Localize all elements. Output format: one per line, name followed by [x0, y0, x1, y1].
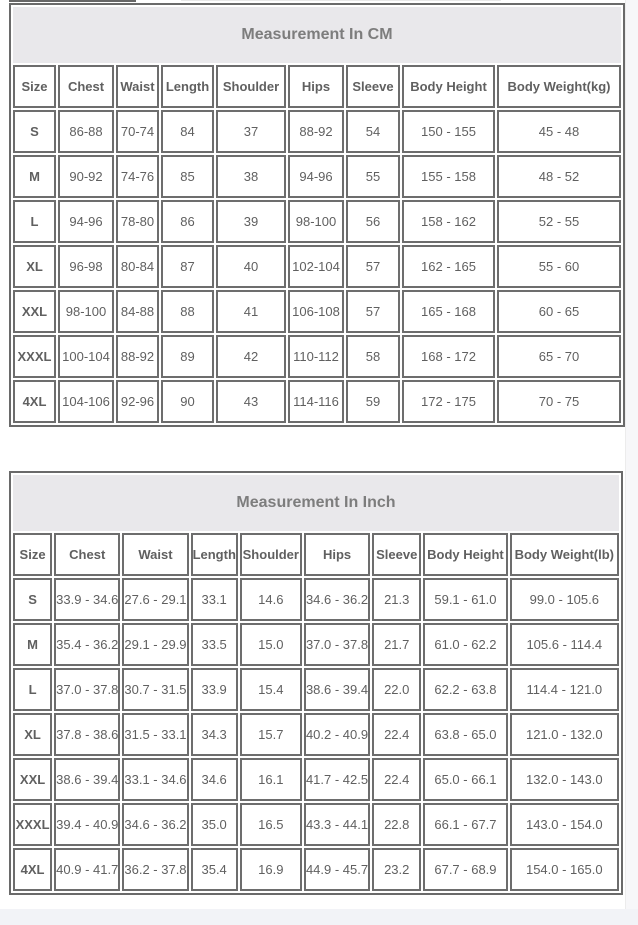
body-height-cell: 168 - 172 [402, 335, 495, 378]
shoulder-cell: 16.9 [240, 848, 302, 891]
size-cell: L [13, 668, 52, 711]
body-weight-cell: 70 - 75 [497, 380, 621, 423]
body-weight-cell: 48 - 52 [497, 155, 621, 198]
chest-cell: 37.0 - 37.8 [54, 668, 120, 711]
column-header-sleeve: Sleeve [346, 65, 400, 108]
shoulder-cell: 16.1 [240, 758, 302, 801]
size-cell: XXL [13, 290, 56, 333]
hips-cell: 88-92 [288, 110, 344, 153]
sleeve-cell: 56 [346, 200, 400, 243]
chest-cell: 98-100 [58, 290, 114, 333]
table-row [13, 803, 619, 846]
shoulder-cell: 39 [216, 200, 286, 243]
shoulder-cell: 41 [216, 290, 286, 333]
body-height-cell: 61.0 - 62.2 [423, 623, 507, 666]
shoulder-cell: 40 [216, 245, 286, 288]
hips-cell: 37.0 - 37.8 [304, 623, 370, 666]
body-height-cell: 66.1 - 67.7 [423, 803, 507, 846]
shoulder-cell: 38 [216, 155, 286, 198]
length-cell: 85 [161, 155, 214, 198]
body-height-cell: 62.2 - 63.8 [423, 668, 507, 711]
size-cell: 4XL [13, 848, 52, 891]
table-row [13, 380, 621, 423]
size-cell: XXXL [13, 335, 56, 378]
size-cell: XL [13, 245, 56, 288]
size-cell: S [13, 110, 56, 153]
shoulder-cell: 16.5 [240, 803, 302, 846]
length-cell: 86 [161, 200, 214, 243]
hips-cell: 41.7 - 42.5 [304, 758, 370, 801]
sleeve-cell: 59 [346, 380, 400, 423]
chest-cell: 86-88 [58, 110, 114, 153]
sleeve-cell: 58 [346, 335, 400, 378]
body-weight-cell: 105.6 - 114.4 [510, 623, 619, 666]
column-header-body-height: Body Height [423, 533, 507, 576]
body-height-cell: 155 - 158 [402, 155, 495, 198]
shoulder-cell: 37 [216, 110, 286, 153]
column-header-chest: Chest [54, 533, 120, 576]
shoulder-cell: 15.4 [240, 668, 302, 711]
sleeve-cell: 57 [346, 245, 400, 288]
shoulder-cell: 42 [216, 335, 286, 378]
size-cell: XXXL [13, 803, 52, 846]
hips-cell: 38.6 - 39.4 [304, 668, 370, 711]
page-bottom-strip [0, 909, 638, 925]
inch-header-row [13, 533, 619, 576]
waist-cell: 78-80 [116, 200, 159, 243]
chest-cell: 35.4 - 36.2 [54, 623, 120, 666]
column-header-chest: Chest [58, 65, 114, 108]
length-cell: 84 [161, 110, 214, 153]
body-height-cell: 172 - 175 [402, 380, 495, 423]
hips-cell: 43.3 - 44.1 [304, 803, 370, 846]
top-border-fragment [9, 0, 136, 2]
column-header-size: Size [13, 65, 56, 108]
page-scroll-gutter [625, 0, 638, 925]
length-cell: 33.1 [191, 578, 238, 621]
sleeve-cell: 22.0 [372, 668, 421, 711]
waist-cell: 92-96 [116, 380, 159, 423]
sleeve-cell: 55 [346, 155, 400, 198]
sleeve-cell: 22.4 [372, 713, 421, 756]
table-row [13, 758, 619, 801]
sleeve-cell: 21.7 [372, 623, 421, 666]
waist-cell: 80-84 [116, 245, 159, 288]
sleeve-cell: 57 [346, 290, 400, 333]
body-height-cell: 150 - 155 [402, 110, 495, 153]
column-header-size: Size [13, 533, 52, 576]
length-cell: 89 [161, 335, 214, 378]
hips-cell: 34.6 - 36.2 [304, 578, 370, 621]
length-cell: 34.6 [191, 758, 238, 801]
table-row [13, 335, 621, 378]
table-row [13, 668, 619, 711]
hips-cell: 94-96 [288, 155, 344, 198]
body-weight-cell: 45 - 48 [497, 110, 621, 153]
size-cell: M [13, 623, 52, 666]
body-height-cell: 67.7 - 68.9 [423, 848, 507, 891]
chest-cell: 96-98 [58, 245, 114, 288]
table-row [13, 623, 619, 666]
chest-cell: 100-104 [58, 335, 114, 378]
size-cell: 4XL [13, 380, 56, 423]
size-cell: S [13, 578, 52, 621]
column-header-body-height: Body Height [402, 65, 495, 108]
chest-cell: 94-96 [58, 200, 114, 243]
table-row [13, 200, 621, 243]
body-weight-cell: 65 - 70 [497, 335, 621, 378]
top-border-fragment [181, 0, 501, 1]
table-row [13, 290, 621, 333]
hips-cell: 44.9 - 45.7 [304, 848, 370, 891]
size-chart-inch-table [9, 471, 623, 895]
inch-table-title: Measurement In Inch [13, 475, 619, 531]
size-chart-cm-table [9, 3, 625, 427]
shoulder-cell: 15.7 [240, 713, 302, 756]
table-row [13, 848, 619, 891]
column-header-body-weight: Body Weight(lb) [510, 533, 619, 576]
sleeve-cell: 23.2 [372, 848, 421, 891]
hips-cell: 110-112 [288, 335, 344, 378]
body-weight-cell: 121.0 - 132.0 [510, 713, 619, 756]
waist-cell: 70-74 [116, 110, 159, 153]
hips-cell: 106-108 [288, 290, 344, 333]
waist-cell: 84-88 [116, 290, 159, 333]
size-cell: XXL [13, 758, 52, 801]
body-weight-cell: 60 - 65 [497, 290, 621, 333]
column-header-sleeve: Sleeve [372, 533, 421, 576]
table-row [13, 110, 621, 153]
chest-cell: 37.8 - 38.6 [54, 713, 120, 756]
column-header-hips: Hips [288, 65, 344, 108]
body-height-cell: 162 - 165 [402, 245, 495, 288]
waist-cell: 88-92 [116, 335, 159, 378]
body-weight-cell: 132.0 - 143.0 [510, 758, 619, 801]
column-header-body-weight: Body Weight(kg) [497, 65, 621, 108]
column-header-hips: Hips [304, 533, 370, 576]
body-weight-cell: 154.0 - 165.0 [510, 848, 619, 891]
cm-table-title: Measurement In CM [13, 7, 621, 63]
table-row [13, 713, 619, 756]
waist-cell: 34.6 - 36.2 [122, 803, 188, 846]
body-height-cell: 158 - 162 [402, 200, 495, 243]
body-height-cell: 165 - 168 [402, 290, 495, 333]
sleeve-cell: 21.3 [372, 578, 421, 621]
waist-cell: 27.6 - 29.1 [122, 578, 188, 621]
size-cell: L [13, 200, 56, 243]
length-cell: 35.0 [191, 803, 238, 846]
length-cell: 34.3 [191, 713, 238, 756]
waist-cell: 29.1 - 29.9 [122, 623, 188, 666]
column-header-shoulder: Shoulder [216, 65, 286, 108]
hips-cell: 102-104 [288, 245, 344, 288]
waist-cell: 33.1 - 34.6 [122, 758, 188, 801]
table-row [13, 578, 619, 621]
column-header-waist: Waist [116, 65, 159, 108]
length-cell: 33.5 [191, 623, 238, 666]
body-height-cell: 59.1 - 61.0 [423, 578, 507, 621]
length-cell: 90 [161, 380, 214, 423]
chest-cell: 104-106 [58, 380, 114, 423]
body-height-cell: 65.0 - 66.1 [423, 758, 507, 801]
chest-cell: 90-92 [58, 155, 114, 198]
shoulder-cell: 14.6 [240, 578, 302, 621]
column-header-waist: Waist [122, 533, 188, 576]
body-weight-cell: 52 - 55 [497, 200, 621, 243]
waist-cell: 36.2 - 37.8 [122, 848, 188, 891]
cm-header-row [13, 65, 621, 108]
sleeve-cell: 22.8 [372, 803, 421, 846]
body-weight-cell: 114.4 - 121.0 [510, 668, 619, 711]
body-weight-cell: 99.0 - 105.6 [510, 578, 619, 621]
body-weight-cell: 143.0 - 154.0 [510, 803, 619, 846]
hips-cell: 40.2 - 40.9 [304, 713, 370, 756]
length-cell: 88 [161, 290, 214, 333]
chest-cell: 33.9 - 34.6 [54, 578, 120, 621]
sleeve-cell: 22.4 [372, 758, 421, 801]
chest-cell: 38.6 - 39.4 [54, 758, 120, 801]
size-cell: XL [13, 713, 52, 756]
sleeve-cell: 54 [346, 110, 400, 153]
shoulder-cell: 43 [216, 380, 286, 423]
size-cell: M [13, 155, 56, 198]
length-cell: 35.4 [191, 848, 238, 891]
waist-cell: 30.7 - 31.5 [122, 668, 188, 711]
waist-cell: 74-76 [116, 155, 159, 198]
column-header-length: Length [161, 65, 214, 108]
waist-cell: 31.5 - 33.1 [122, 713, 188, 756]
shoulder-cell: 15.0 [240, 623, 302, 666]
length-cell: 87 [161, 245, 214, 288]
table-row [13, 155, 621, 198]
column-header-shoulder: Shoulder [240, 533, 302, 576]
hips-cell: 98-100 [288, 200, 344, 243]
table-row [13, 245, 621, 288]
body-height-cell: 63.8 - 65.0 [423, 713, 507, 756]
chest-cell: 39.4 - 40.9 [54, 803, 120, 846]
column-header-length: Length [191, 533, 238, 576]
body-weight-cell: 55 - 60 [497, 245, 621, 288]
chest-cell: 40.9 - 41.7 [54, 848, 120, 891]
hips-cell: 114-116 [288, 380, 344, 423]
length-cell: 33.9 [191, 668, 238, 711]
